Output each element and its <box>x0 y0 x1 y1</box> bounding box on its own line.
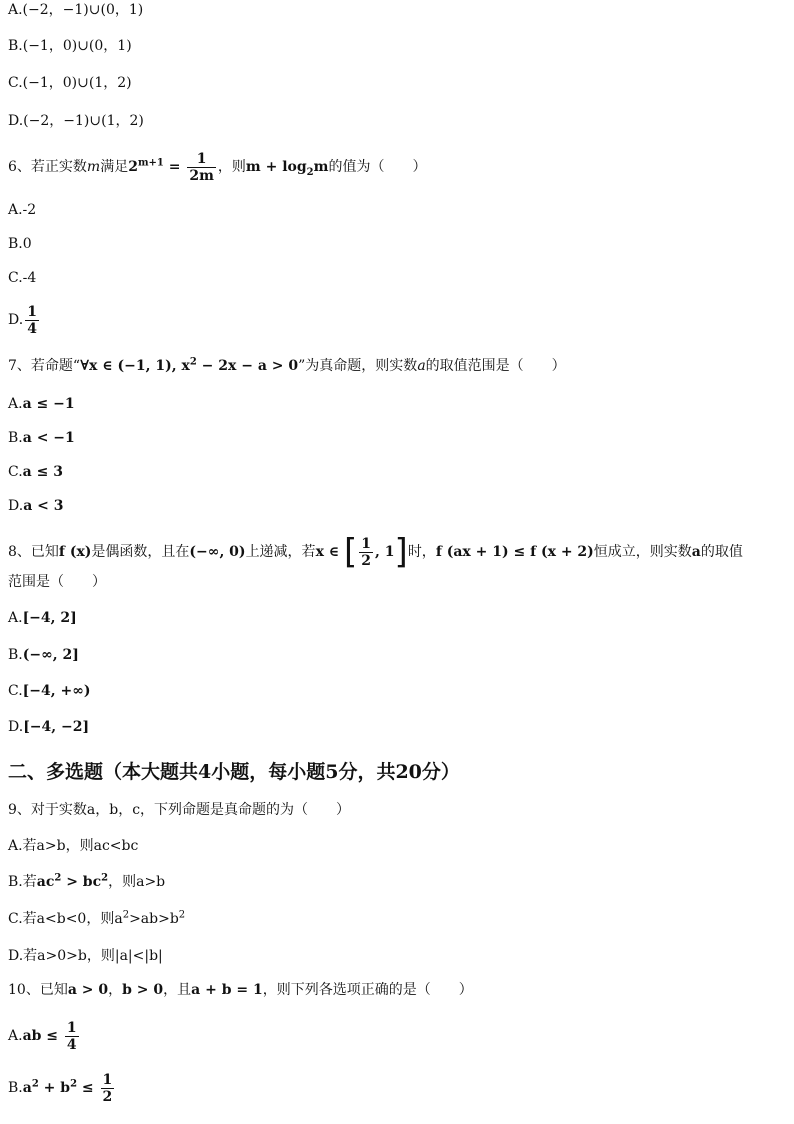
q10-option-b-sq2: 2 <box>70 1078 78 1090</box>
q10-cond-3: a + b = 1 <box>191 982 263 998</box>
q8-ineq: f (ax + 1) ≤ f (x + 2) <box>435 544 594 560</box>
q6-eq: = <box>163 159 186 175</box>
q8-t4: 恒成立，则实数 <box>593 544 692 560</box>
q10-suffix: ，则下列各选项正确的是（ ） <box>262 982 473 998</box>
q6-prefix: 6、若正实数 <box>8 159 87 175</box>
q8-option-a <box>8 608 77 628</box>
q10-option-b-label: B. <box>8 1080 23 1096</box>
q7-option-b-label: B. <box>8 430 23 446</box>
q8-option-d-label: D. <box>8 719 24 735</box>
q6-option-d-fraction <box>25 304 39 337</box>
q9-option-b-sq2: 2 <box>101 872 109 884</box>
q6-option-b: B.0 <box>8 236 32 252</box>
q7-option-b <box>8 428 75 448</box>
q9-option-b <box>8 872 165 892</box>
q6-then: ，则 <box>217 159 246 175</box>
q9-option-c <box>8 909 185 929</box>
q9-option-b-post: ，则a>b <box>108 874 166 890</box>
q8-fraction <box>359 536 373 569</box>
q6-option-d-den: 4 <box>27 320 37 337</box>
q10-option-b-sq1: 2 <box>31 1078 39 1090</box>
q7-option-a <box>8 394 75 414</box>
q10-option-b-plus: + b <box>38 1080 71 1096</box>
q8-option-d-math: [−4, −2] <box>23 719 90 735</box>
q10-option-a-num: 1 <box>66 1019 77 1036</box>
q6-option-d-num: 1 <box>27 303 37 320</box>
q7-math-b: − 2x − a > 0 <box>196 358 299 374</box>
q8-option-c-label: C. <box>8 683 23 699</box>
q6-suffix: 的值为（ ） <box>328 159 427 175</box>
section-2-title: 二、多选题（本大题共4小题，每小题5分，共20分） <box>8 761 460 783</box>
q8-right-bracket: ] <box>394 532 408 572</box>
q8-option-a-label: A. <box>8 610 23 626</box>
q9-option-c-sq2: 2 <box>178 909 186 921</box>
q7-option-d <box>8 496 63 516</box>
q10-option-a <box>8 1016 81 1056</box>
q5-option-d: D.(−2，−1)∪(1，2) <box>8 113 144 129</box>
q8-t1: 是偶函数，且在 <box>91 544 190 560</box>
q7-prefix: 7、若命题“ <box>8 358 81 374</box>
q6-option-c: C.-4 <box>8 270 37 286</box>
q6-expr-start: m + log <box>245 159 307 175</box>
q8-stem <box>8 532 743 572</box>
q8-stem-line2: 范围是（ ） <box>8 574 106 590</box>
q10-option-a-fraction <box>65 1020 79 1053</box>
q9-option-b-pre: B.若 <box>8 874 37 890</box>
q8-option-c-math: [−4, +∞) <box>22 683 91 699</box>
q8-frac-den: 2 <box>361 552 372 569</box>
q10-option-b-le: ≤ <box>77 1080 99 1096</box>
q6-expr-end: m <box>313 159 329 175</box>
q10-option-b-fraction <box>101 1072 115 1105</box>
q5-option-c: C.(−1，0)∪(1，2) <box>8 75 132 91</box>
q7-var-a: a <box>417 358 426 374</box>
q6-stem <box>8 148 426 186</box>
q9-option-d: D.若a>0>b，则|a|<|b| <box>8 948 163 964</box>
q10-option-a-math: ab ≤ <box>22 1028 63 1044</box>
q8-comma-one: , 1 <box>375 544 395 560</box>
q7-option-d-math: a < 3 <box>23 498 64 514</box>
q10-option-b <box>8 1068 116 1108</box>
q7-option-c-math: a ≤ 3 <box>22 464 63 480</box>
q7-option-a-math: a ≤ −1 <box>22 396 75 412</box>
q6-lhs-base: 2 <box>128 159 138 175</box>
q7-option-a-label: A. <box>8 396 23 412</box>
q6-option-a: A.-2 <box>8 202 37 218</box>
q7-suffix-a: ”为真命题，则实数 <box>298 358 418 374</box>
q6-frac-den: 2m <box>189 167 214 184</box>
q8-option-b <box>8 645 79 665</box>
q8-option-a-math: [−4, 2] <box>22 610 77 626</box>
q6-log-base: 2 <box>306 166 314 178</box>
q7-stem <box>8 356 566 376</box>
q9-option-c-sq1: 2 <box>122 909 130 921</box>
q5-option-b: B.(−1，0)∪(0，1) <box>8 38 132 54</box>
q8-option-c <box>8 681 91 701</box>
q8-frac-num: 1 <box>361 535 372 552</box>
q10-option-b-den: 2 <box>102 1088 113 1105</box>
q8-t3: 时， <box>407 544 436 560</box>
q6-satisfies: 满足 <box>100 159 129 175</box>
q8-prefix: 8、已知 <box>8 544 59 560</box>
q10-option-b-a: a <box>22 1080 32 1096</box>
q7-option-c <box>8 462 63 482</box>
q7-suffix-b: 的取值范围是（ ） <box>425 358 566 374</box>
q10-option-a-den: 4 <box>66 1036 77 1053</box>
q10-prefix: 10、已知 <box>8 982 68 998</box>
q10-option-a-label: A. <box>8 1028 23 1044</box>
q5-option-a: A.(−2，−1)∪(0，1) <box>8 2 144 18</box>
q7-option-d-label: D. <box>8 498 24 514</box>
q9-option-c-mid: >ab>b <box>129 911 179 927</box>
q6-var-m: m <box>86 159 101 175</box>
q7-option-b-math: a < −1 <box>22 430 75 446</box>
q6-frac-num: 1 <box>196 150 207 167</box>
q8-option-b-label: B. <box>8 647 23 663</box>
q8-fx: f (x) <box>58 544 92 560</box>
q9-option-b-m2: > bc <box>61 874 102 890</box>
q10-cond-1: a > 0 <box>67 982 109 998</box>
q8-option-b-math: (−∞, 2] <box>22 647 79 663</box>
q8-t2: 上递减，若 <box>245 544 316 560</box>
q8-interval: (−∞, 0) <box>189 544 246 560</box>
q9-option-c-pre: C.若a<b<0，则a <box>8 911 123 927</box>
q9-option-b-sq1: 2 <box>54 872 62 884</box>
q8-x-in: x ∈ <box>315 544 345 560</box>
q8-var-a: a <box>691 544 701 560</box>
q8-option-d <box>8 717 89 737</box>
q8-left-bracket: [ <box>344 532 358 572</box>
q7-option-c-label: C. <box>8 464 23 480</box>
q10-sep-1: ， <box>108 982 123 998</box>
q7-math-a: ∀x ∈ (−1, 1), x <box>80 358 190 374</box>
q6-fraction <box>187 151 216 184</box>
q8-t5: 的取值 <box>700 544 743 560</box>
q10-stem <box>8 980 473 1000</box>
q10-option-b-num: 1 <box>102 1071 113 1088</box>
q6-option-d-label: D. <box>8 312 24 328</box>
q9-stem: 9、对于实数a，b，c，下列命题是真命题的为（ ） <box>8 802 351 818</box>
q9-option-a: A.若a>b，则ac<bc <box>8 838 139 854</box>
q7-sq: 2 <box>189 356 197 368</box>
q6-lhs-exp: m+1 <box>137 157 164 169</box>
q9-option-b-m1: ac <box>36 874 55 890</box>
q10-sep-2: ，且 <box>163 982 192 998</box>
q6-option-d <box>8 300 41 340</box>
q10-cond-2: b > 0 <box>122 982 164 998</box>
